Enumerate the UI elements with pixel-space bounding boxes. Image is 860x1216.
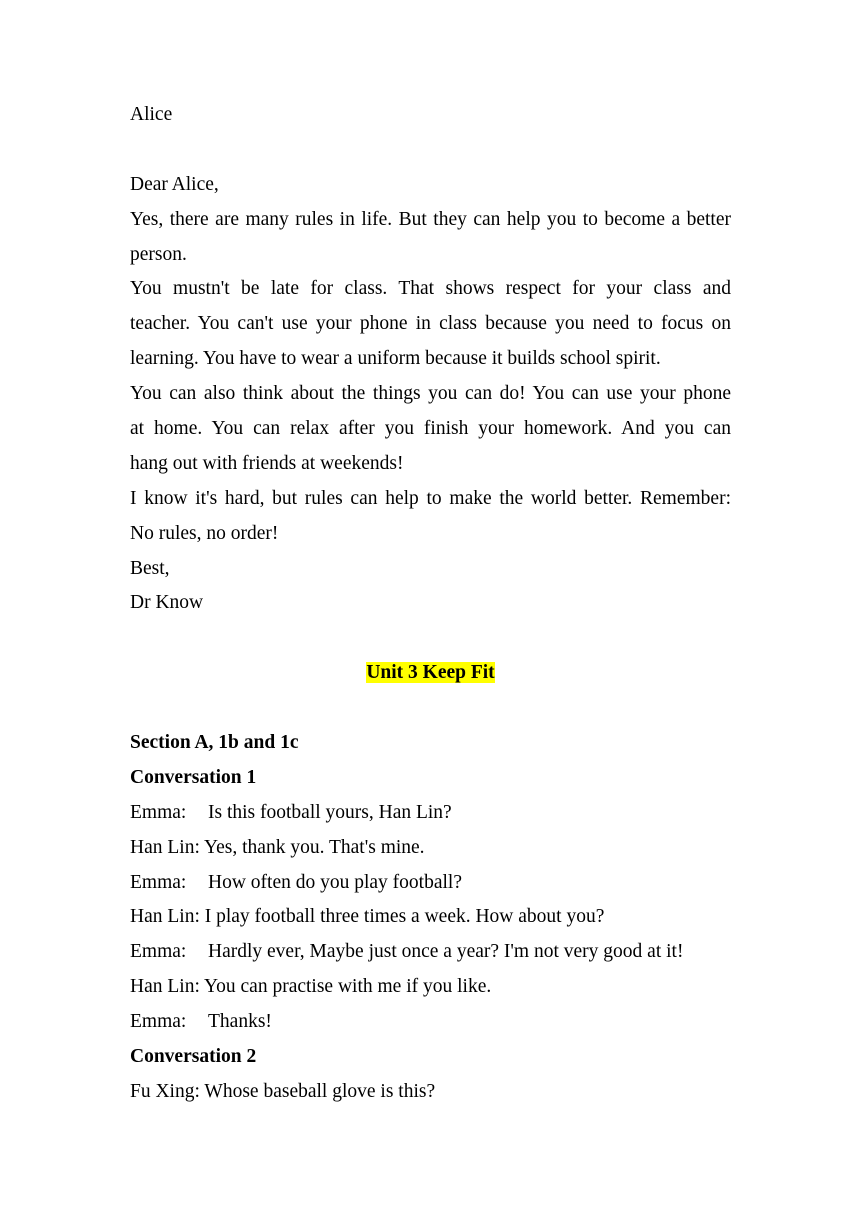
letter-line: No rules, no order! — [130, 522, 279, 544]
letter-sender: Alice — [130, 104, 173, 125]
utterance: Thanks! — [208, 1011, 272, 1033]
letter-line: person. — [130, 243, 187, 265]
letter-signature: Dr Know — [130, 592, 204, 614]
conversation-2-heading: Conversation 2 — [130, 1046, 257, 1068]
unit-title: Unit 3 Keep Fit — [366, 662, 495, 684]
unit-title-row — [130, 656, 731, 691]
speaker: Han Lin: — [130, 976, 200, 998]
section-heading: Section A, 1b and 1c — [130, 732, 299, 754]
letter-line: Yes, there are many rules in life. But they can help you to become a better — [130, 208, 731, 230]
letter-line: teacher. You can't use your phone in class because you need to focus on — [130, 313, 731, 335]
speaker: Han Lin: — [130, 906, 200, 928]
letter-line: hang out with friends at weekends! — [130, 452, 404, 474]
blank-line — [130, 133, 731, 168]
letter-line: You can also think about the things you can do! You can use your phone — [130, 383, 731, 405]
utterance: Is this football yours, Han Lin? — [208, 801, 452, 823]
utterance: I play football three times a week. How about you? — [204, 906, 605, 928]
document-body — [130, 98, 731, 1110]
speaker: Emma: — [130, 1011, 187, 1033]
speaker: Emma: — [130, 941, 187, 963]
letter-line: at home. You can relax after you finish your homework. And you can — [130, 418, 731, 440]
speaker: Fu Xing: — [130, 1080, 200, 1102]
speaker: Emma: — [130, 801, 187, 823]
blank-line — [130, 621, 731, 656]
blank-line — [130, 691, 731, 726]
letter-greeting: Dear Alice, — [130, 173, 219, 195]
dialogue-line — [130, 1005, 731, 1040]
speaker: Han Lin: — [130, 836, 200, 858]
letter-line: learning. You have to wear a uniform because it builds school spirit. — [130, 348, 661, 370]
dialogue-line — [130, 866, 731, 901]
dialogue-line — [130, 935, 731, 970]
utterance: How often do you play football? — [208, 871, 462, 893]
utterance: You can practise with me if you like. — [204, 976, 492, 998]
dialogue-line — [130, 1075, 731, 1110]
letter-line: I know it's hard, but rules can help to make the world better. Remember: — [130, 487, 731, 509]
utterance: Hardly ever, Maybe just once a year? I'm not very good at it! — [208, 941, 684, 963]
utterance: Yes, thank you. That's mine. — [204, 836, 425, 858]
dialogue-line — [130, 796, 731, 831]
speaker: Emma: — [130, 871, 187, 893]
dialogue-line — [130, 831, 731, 866]
letter-line: You mustn't be late for class. That shows respect for your class and — [130, 278, 731, 300]
dialogue-line — [130, 970, 731, 1005]
dialogue-line — [130, 900, 731, 935]
conversation-1-heading: Conversation 1 — [130, 766, 257, 788]
utterance: Whose baseball glove is this? — [204, 1080, 436, 1102]
letter-closing: Best, — [130, 557, 170, 579]
